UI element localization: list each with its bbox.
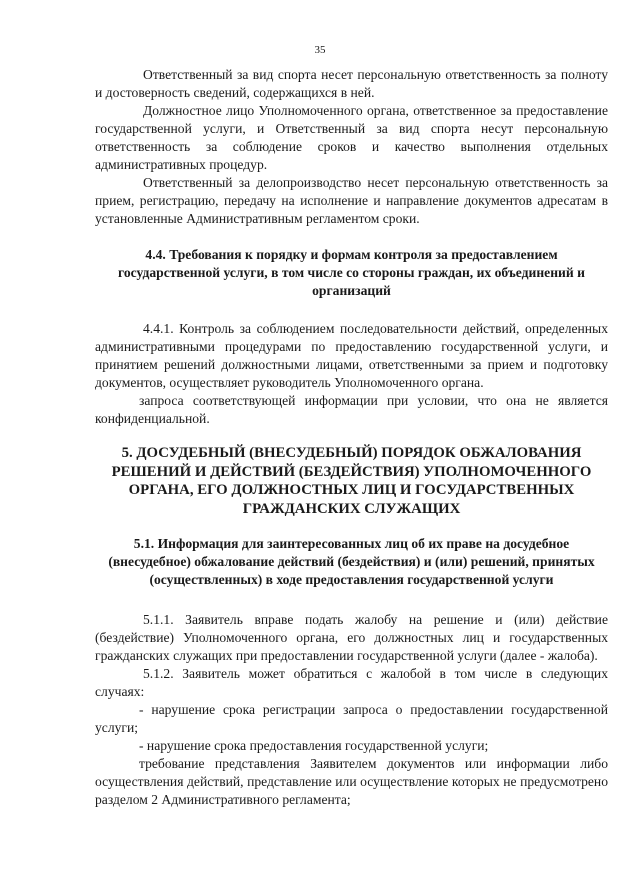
list-item: - нарушение срока регистрации запроса о предоставлении государственной услуги; <box>95 702 608 735</box>
list-item: - нарушение срока предоставления государственной услуги; <box>139 738 489 753</box>
page-number: 35 <box>314 44 326 56</box>
paragraph-sport-responsible: Ответственный за вид спорта несет персональную ответственность за полноту и достоверность сведений, содержащихся в ней. <box>95 67 608 100</box>
paragraph-4-4-1: 4.4.1. Контроль за соблюдением последовательности действий, определенных административными процедурами по предоставлению государственной услуги, и принятием решений должностными лицами, ответственными за прием и подготовку документов, осуществляет руководитель Уполномоченного органа. <box>95 321 608 390</box>
list-item: требование представления Заявителем документов или информации либо осуществления действий, представление или осуществление которых не предусмотрено разделом 2 Административного регламента; <box>95 756 608 807</box>
heading-4-4: 4.4. Требования к порядку и формам контроля за предоставлением государственной услуги, в том числе со стороны граждан, их объединений и организаций <box>118 247 585 298</box>
section-5-heading: 5. ДОСУДЕБНЫЙ (ВНЕСУДЕБНЫЙ) ПОРЯДОК ОБЖАЛОВАНИЯ РЕШЕНИЙ И ДЕЙСТВИЙ (БЕЗДЕЙСТВИЯ) УПОЛНОМОЧЕННОГО ОРГАНА, ЕГО ДОЛЖНОСТНЫХ ЛИЦ И ГОСУДАРСТВЕННЫХ ГРАЖДАНСКИХ СЛУЖАЩИХ <box>111 445 592 517</box>
document-body <box>95 66 608 809</box>
paragraph-records-responsible: Ответственный за делопроизводство несет персональную ответственность за прием, регистрацию, передачу на исполнение и направление документов адресатам в установленные Административным регламентом сроки. <box>95 175 608 226</box>
paragraph-5-1-2: 5.1.2. Заявитель может обратиться с жалобой в том числе в следующих случаях: <box>95 666 608 699</box>
paragraph-5-1-1: 5.1.1. Заявитель вправе подать жалобу на решение и (или) действие (бездействие) Уполномоченного органа, его должностных лиц и государственных гражданских служащих при предоставлении государственной услуги (далее - жалоба). <box>95 612 608 663</box>
paragraph-official-responsible: Должностное лицо Уполномоченного органа, ответственное за предоставление государственной услуги, и Ответственный за вид спорта несут персональную ответственность за соблюдение сроков и качество выполнения отдельных административных процедур. <box>95 103 608 172</box>
paragraph-fragment: запроса соответствующей информации при условии, что она не является конфиденциальной. <box>95 393 608 426</box>
heading-5-1: 5.1. Информация для заинтересованных лиц об их праве на досудебное (внесудебное) обжалование действий (бездействия) и (или) решений, принятых (осуществленных) в ходе предоставления государственной услуги <box>108 536 595 587</box>
